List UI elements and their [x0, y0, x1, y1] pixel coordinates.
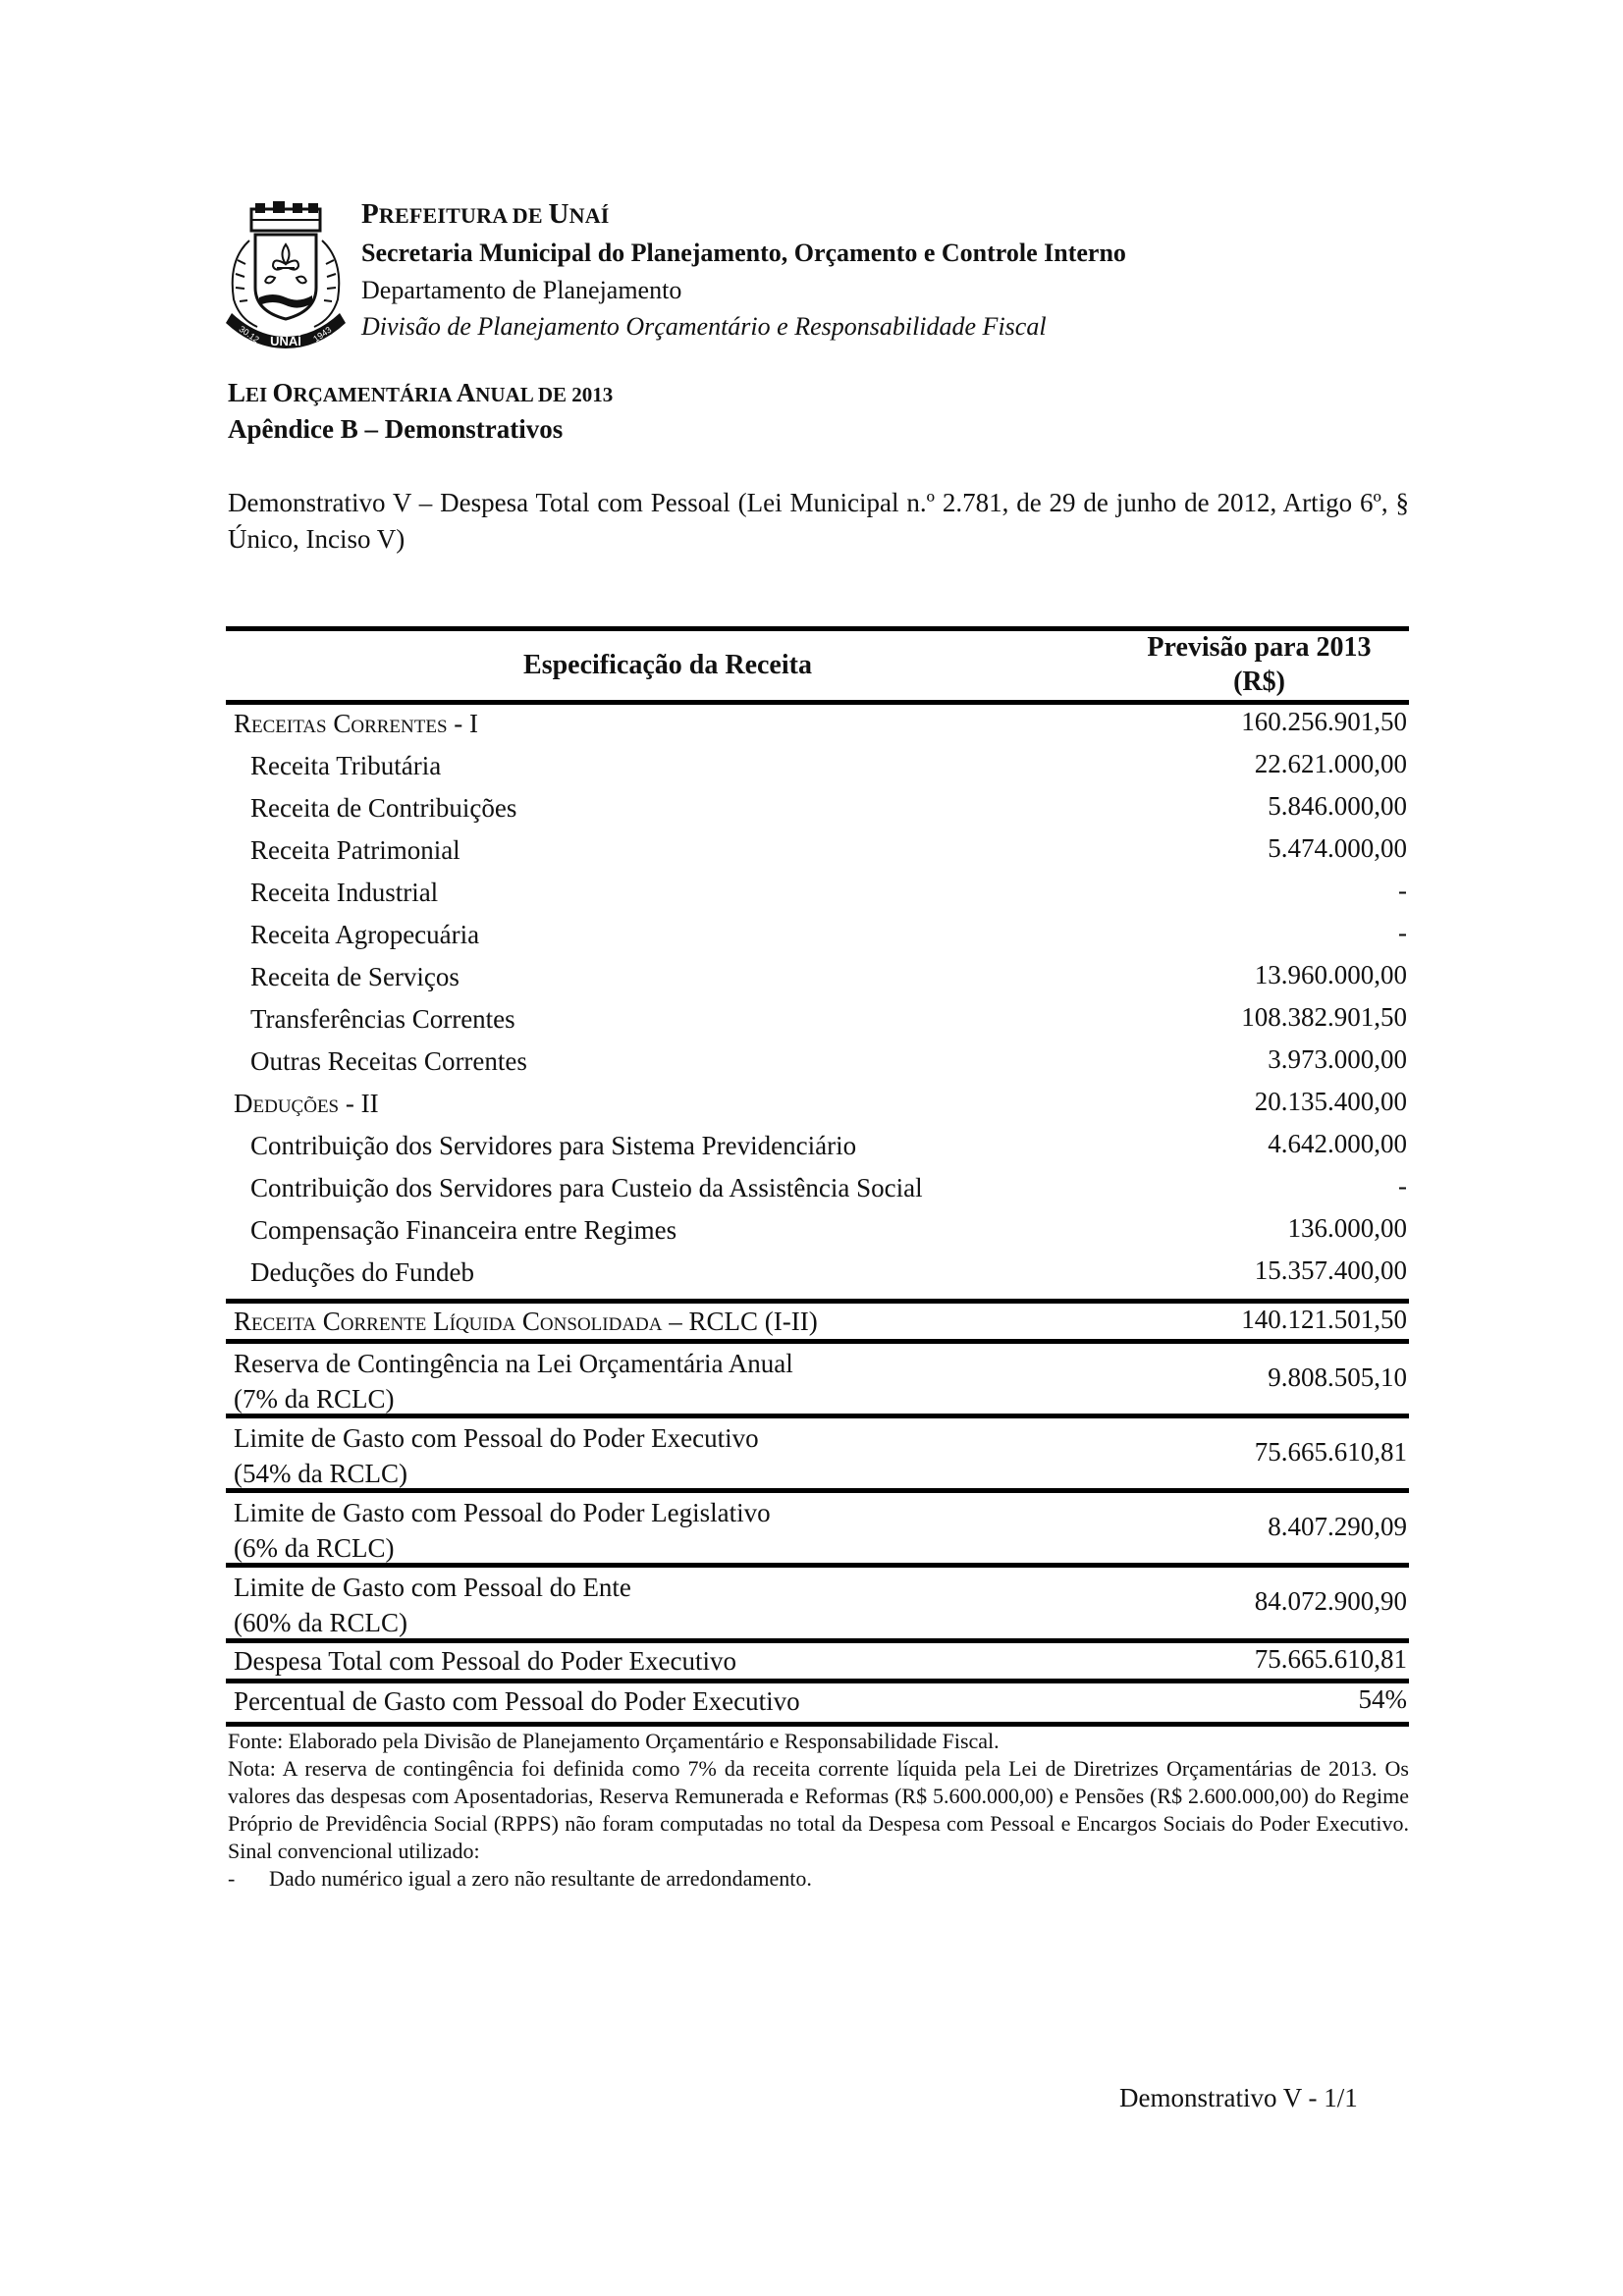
row-label: Receita Industrial — [250, 878, 439, 907]
row-value: 5.474.000,00 — [1268, 833, 1407, 863]
row-value: 54% — [1358, 1684, 1407, 1714]
column-header-forecast-line2: (R$) — [1233, 667, 1285, 697]
row-value: 15.357.400,00 — [1254, 1255, 1407, 1285]
table-row — [226, 831, 1409, 874]
statement-description: Demonstrativo V – Despesa Total com Pessoal (Lei Municipal n.º 2.781, de 29 de junho de 2012, Artigo 6º, § Único, Inciso V) — [228, 488, 1409, 554]
row-label: Receita de Contribuições — [250, 793, 517, 823]
row-label: Compensação Financeira entre Regimes — [250, 1215, 677, 1245]
row-value: 160.256.901,50 — [1241, 707, 1407, 736]
department-name: Departamento de Planejamento — [361, 276, 682, 304]
row-value: - — [1398, 876, 1407, 905]
summary-row — [226, 1344, 1409, 1415]
row-value: 84.072.900,90 — [1254, 1586, 1407, 1616]
summary-row — [226, 1493, 1409, 1564]
row-value: - — [1398, 918, 1407, 947]
table-row — [226, 1000, 1409, 1042]
row-value: 136.000,00 — [1287, 1213, 1407, 1243]
row-label: Receita Corrente Líquida Consolidada – RCLC (I-II) — [234, 1307, 818, 1336]
row-value: 13.960.000,00 — [1254, 960, 1407, 989]
row-label: Limite de Gasto com Pessoal do Poder Legislativo (6% da RCLC) — [234, 1498, 771, 1563]
row-value: - — [1398, 1171, 1407, 1201]
svg-text:UNAÍ: UNAÍ — [270, 334, 301, 348]
table-row — [226, 958, 1409, 1000]
summary-row — [226, 1418, 1409, 1489]
row-label: Receita de Serviços — [250, 962, 460, 991]
row-value: 5.846.000,00 — [1268, 791, 1407, 821]
row-value: 20.135.400,00 — [1254, 1087, 1407, 1116]
row-label: Receitas Correntes - I — [234, 709, 479, 738]
table-row — [226, 747, 1409, 789]
row-label: Transferências Correntes — [250, 1004, 515, 1034]
convention-legend — [228, 1865, 1409, 1893]
division-name: Divisão de Planejamento Orçamentário e Responsabilidade Fiscal — [361, 312, 1047, 341]
table-notes — [228, 1728, 1409, 1893]
row-value: 3.973.000,00 — [1268, 1044, 1407, 1074]
explanatory-note: Nota: A reserva de contingência foi definida como 7% da receita corrente líquida pela Lei de Diretrizes Orçamentárias de 2013. Os valores das despesas com Aposentadorias, Reserva Remunerada e Reformas (R$ 5.600.000,00) e Pensões (R$ 2.600.000,00) do Regime Próprio de Previdência Social (RPPS) não foram computadas no total da Despesa com Pessoal e Encargos Sociais do Poder Executivo. Sinal convencional utilizado: — [228, 1756, 1409, 1863]
source-note: Fonte: Elaborado pela Divisão de Planejamento Orçamentário e Responsabilidade Fiscal. — [228, 1729, 1000, 1753]
table-row — [226, 1042, 1409, 1085]
legend-symbol: - — [228, 1866, 236, 1891]
row-label: Deduções do Fundeb — [250, 1257, 474, 1287]
table-row — [226, 1211, 1409, 1254]
row-value: 140.121.501,50 — [1241, 1305, 1407, 1334]
document-title: LEI ORÇAMENTÁRIA ANUAL DE 2013 — [228, 378, 614, 407]
row-value: 75.665.610,81 — [1254, 1437, 1407, 1467]
municipal-coat-of-arms-icon — [214, 201, 356, 353]
row-value: 75.665.610,81 — [1254, 1644, 1407, 1674]
row-label: Receita Tributária — [250, 751, 442, 780]
table-row — [226, 789, 1409, 831]
table-row — [226, 874, 1409, 916]
row-value: 9.808.505,10 — [1268, 1362, 1407, 1392]
svg-text:1943: 1943 — [311, 324, 334, 345]
column-header-specification: Especificação da Receita — [523, 650, 812, 680]
percent-executive-row — [226, 1682, 1409, 1725]
appendix-title: Apêndice B – Demonstrativos — [228, 414, 564, 444]
page-footer: Demonstrativo V - 1/1 — [1119, 2083, 1358, 2112]
row-label: Limite de Gasto com Pessoal do Poder Executivo (54% da RCLC) — [234, 1423, 759, 1488]
row-label: Receita Patrimonial — [250, 835, 460, 865]
table-row — [226, 1127, 1409, 1169]
table-row — [226, 1169, 1409, 1211]
table-row — [226, 916, 1409, 958]
row-value: 108.382.901,50 — [1241, 1002, 1407, 1032]
table-row — [226, 1085, 1409, 1127]
row-value: 22.621.000,00 — [1254, 749, 1407, 778]
table-row — [226, 1254, 1409, 1296]
row-value: 4.642.000,00 — [1268, 1129, 1407, 1158]
svg-text:30.12: 30.12 — [237, 323, 261, 346]
row-label: Outras Receitas Correntes — [250, 1046, 527, 1076]
column-header-forecast — [1109, 630, 1409, 699]
row-label: Reserva de Contingência na Lei Orçamentária Anual (7% da RCLC) — [234, 1349, 793, 1414]
organization-name: PREFEITURA DE UNAÍ — [361, 198, 610, 230]
row-label: Contribuição dos Servidores para Sistema Previdenciário — [250, 1131, 857, 1160]
summary-row — [226, 1568, 1409, 1638]
table-row — [226, 705, 1409, 747]
row-label: Despesa Total com Pessoal do Poder Executivo — [234, 1646, 737, 1676]
row-value: 8.407.290,09 — [1268, 1512, 1407, 1541]
table-bottom-rule — [226, 1722, 1409, 1727]
row-label: Limite de Gasto com Pessoal do Ente (60% da RCLC) — [234, 1573, 631, 1637]
row-label: Percentual de Gasto com Pessoal do Poder Executivo — [234, 1686, 800, 1716]
secretariat-name: Secretaria Municipal do Planejamento, Orçamento e Controle Interno — [361, 239, 1126, 267]
row-label: Contribuição dos Servidores para Custeio da Assistência Social — [250, 1173, 923, 1202]
row-label: Receita Agropecuária — [250, 920, 480, 949]
column-header-forecast-line1: Previsão para 2013 — [1147, 632, 1372, 663]
row-label: Deduções - II — [234, 1089, 379, 1118]
legend-text: Dado numérico igual a zero não resultante de arredondamento. — [269, 1866, 812, 1891]
